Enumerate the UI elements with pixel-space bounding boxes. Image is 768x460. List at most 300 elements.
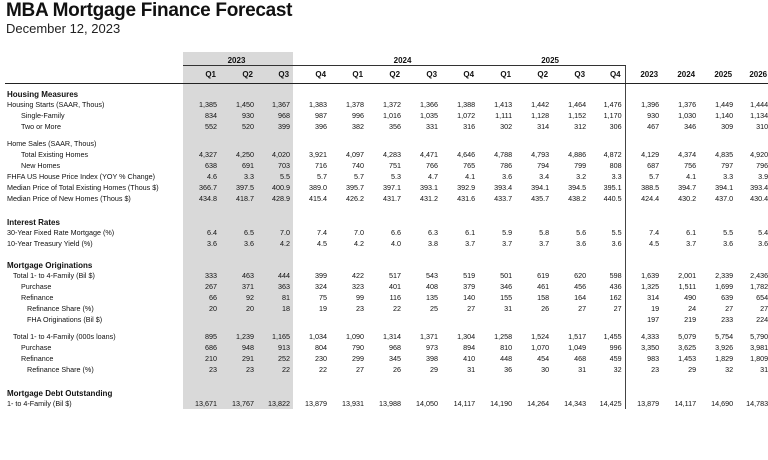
empty-cell xyxy=(589,383,625,398)
annual-value-cell: 5.7 xyxy=(649,172,660,181)
annual-value-cell: 13,879 xyxy=(637,399,660,408)
quarter-value-cell xyxy=(478,138,515,149)
quarter-value-cell: 164 xyxy=(574,293,587,302)
annual-value-cell: 4,333 xyxy=(641,332,660,341)
annual-value-cell: 4.1 xyxy=(686,172,697,181)
empty-cell xyxy=(257,383,293,398)
quarter-value-cell: 930 xyxy=(220,110,257,121)
annual-value-cell: 394.7 xyxy=(678,183,697,192)
empty-cell xyxy=(404,255,441,270)
quarter-value-cell: 75 xyxy=(319,293,328,302)
quarter-header: Q1 xyxy=(330,66,367,84)
quarter-value-cell: 620 xyxy=(574,271,587,280)
row-label: Refinance xyxy=(21,354,54,363)
row-label: Total Existing Homes xyxy=(21,150,89,159)
empty-cell xyxy=(220,383,257,398)
empty-cell xyxy=(478,375,515,383)
row-label: Two or More xyxy=(21,122,61,131)
quarter-value-cell: 20 xyxy=(183,303,220,314)
quarter-header: Q4 xyxy=(293,66,330,84)
row-label: Housing Starts (SAAR, Thous) xyxy=(7,100,105,109)
quarter-value-cell: 333 xyxy=(183,270,220,281)
annual-value-cell: 309 xyxy=(721,122,734,131)
empty-cell xyxy=(699,255,736,270)
section-heading: Housing Measures xyxy=(7,90,79,99)
table-row xyxy=(5,364,768,375)
quarter-value-cell: 1,383 xyxy=(309,100,328,109)
row-label: Total 1- to 4-Family (Bil $) xyxy=(13,271,95,280)
quarter-value-cell: 1,128 xyxy=(531,111,550,120)
annual-value-cell: 930 xyxy=(647,111,660,120)
empty-cell xyxy=(220,375,257,383)
quarter-value-cell: 4,327 xyxy=(183,149,220,160)
quarter-value-cell: 691 xyxy=(220,160,257,171)
empty-cell xyxy=(552,212,589,227)
quarter-value-cell: 26 xyxy=(393,365,402,374)
annual-value-cell: 31 xyxy=(760,365,768,374)
annual-value-cell: 224 xyxy=(756,315,768,324)
quarter-value-cell: 3.6 xyxy=(220,238,257,249)
quarter-value-cell: 3.3 xyxy=(220,171,257,182)
annual-value-cell: 23 xyxy=(651,365,660,374)
quarter-value-cell: 6.6 xyxy=(391,228,402,237)
quarter-value-cell: 29 xyxy=(430,365,439,374)
empty-cell xyxy=(404,204,441,212)
empty-cell xyxy=(478,383,515,398)
quarter-value-cell: 345 xyxy=(389,354,402,363)
empty-cell xyxy=(662,212,699,227)
quarter-header: Q1 xyxy=(183,66,220,84)
quarter-value-cell: 116 xyxy=(389,293,402,302)
quarter-value-cell: 27 xyxy=(578,304,587,313)
empty-cell xyxy=(662,255,699,270)
quarter-value-cell: 4,793 xyxy=(531,150,550,159)
quarter-value-cell: 36 xyxy=(504,365,513,374)
quarter-value-cell: 434.8 xyxy=(183,193,220,204)
quarter-value-cell: 428.9 xyxy=(257,193,293,204)
empty-cell xyxy=(183,375,220,383)
quarter-header: Q2 xyxy=(220,66,257,84)
quarter-value-cell: 1,524 xyxy=(531,332,550,341)
annual-value-cell: 393.4 xyxy=(750,183,768,192)
row-label: 30-Year Fixed Rate Mortgage (%) xyxy=(7,228,115,237)
quarter-value-cell: 81 xyxy=(257,292,293,303)
quarter-value-cell xyxy=(330,314,367,325)
quarter-value-cell: 440.5 xyxy=(589,193,625,204)
annual-value-cell: 32 xyxy=(725,365,734,374)
quarter-value-cell: 1,049 xyxy=(568,343,587,352)
annual-value-cell: 1,511 xyxy=(678,282,697,291)
quarter-value-cell: 3.7 xyxy=(465,239,476,248)
quarter-value-cell: 1,372 xyxy=(383,100,402,109)
annual-value-cell: 796 xyxy=(756,161,768,170)
empty-cell xyxy=(293,212,330,227)
quarter-value-cell: 4,097 xyxy=(346,150,365,159)
quarter-value-cell: 392.9 xyxy=(457,183,476,192)
table-row xyxy=(5,398,768,409)
quarter-value-cell: 19 xyxy=(319,304,328,313)
empty-cell xyxy=(589,204,625,212)
annual-value-cell: 1,453 xyxy=(678,354,697,363)
quarter-value-cell: 1,366 xyxy=(420,100,439,109)
quarter-value-cell: 382 xyxy=(352,122,365,131)
empty-cell xyxy=(515,375,552,383)
quarter-value-cell xyxy=(589,138,625,149)
quarter-value-cell: 4,872 xyxy=(589,149,625,160)
quarter-value-cell: 395.7 xyxy=(346,183,365,192)
empty-cell xyxy=(220,84,257,100)
quarter-value-cell: 394.5 xyxy=(568,183,587,192)
quarter-value-cell: 14,050 xyxy=(416,399,439,408)
quarter-value-cell: 1,413 xyxy=(494,100,513,109)
quarter-value-cell: 324 xyxy=(315,282,328,291)
table-row xyxy=(5,182,768,193)
quarter-value-cell: 799 xyxy=(574,161,587,170)
empty-cell xyxy=(699,204,736,212)
quarter-value-cell: 461 xyxy=(537,282,550,291)
annual-value-cell xyxy=(736,138,768,149)
empty-cell xyxy=(736,383,768,398)
quarter-value-cell: 5.6 xyxy=(576,228,587,237)
annual-value-cell: 3,926 xyxy=(715,343,734,352)
annual-value-cell: 1,444 xyxy=(750,100,768,109)
quarter-value-cell: 6.5 xyxy=(220,227,257,238)
quarter-value-cell: 1,304 xyxy=(457,332,476,341)
annual-value-cell: 5.4 xyxy=(758,228,768,237)
quarter-value-cell: 1,016 xyxy=(383,111,402,120)
quarter-value-cell: 913 xyxy=(257,342,293,353)
quarter-value-cell: 4.2 xyxy=(257,238,293,249)
quarter-value-cell: 22 xyxy=(393,304,402,313)
quarter-value-cell: 4.1 xyxy=(465,172,476,181)
table-row xyxy=(5,227,768,238)
quarter-value-cell: 331 xyxy=(426,122,439,131)
forecast-table xyxy=(5,52,768,409)
quarter-value-cell: 1,442 xyxy=(531,100,550,109)
quarter-value-cell: 1,314 xyxy=(383,332,402,341)
quarter-value-cell: 312 xyxy=(574,122,587,131)
empty-cell xyxy=(478,255,515,270)
annual-value-cell xyxy=(662,138,699,149)
row-label: Median Price of New Homes (Thous $) xyxy=(7,194,131,203)
quarter-value-cell: 22 xyxy=(257,364,293,375)
quarter-value-cell: 140 xyxy=(463,293,476,302)
quarter-value-cell: 431.7 xyxy=(383,194,402,203)
empty-cell xyxy=(441,383,478,398)
quarter-value-cell: 1,450 xyxy=(220,99,257,110)
quarter-value-cell xyxy=(367,314,404,325)
quarter-value-cell: 401 xyxy=(389,282,402,291)
quarter-value-cell: 14,343 xyxy=(564,399,587,408)
annual-value-cell: 687 xyxy=(647,161,660,170)
quarter-header: Q2 xyxy=(367,66,404,84)
quarter-value-cell: 433.7 xyxy=(494,194,513,203)
annual-value-cell: 1,376 xyxy=(678,100,697,109)
quarter-value-cell: 790 xyxy=(352,343,365,352)
annual-value-cell: 314 xyxy=(647,293,660,302)
table-body xyxy=(5,84,768,410)
quarter-value-cell: 323 xyxy=(352,282,365,291)
quarter-value-cell: 1,476 xyxy=(589,99,625,110)
quarter-value-cell: 13,879 xyxy=(305,399,328,408)
quarter-value-cell: 686 xyxy=(183,342,220,353)
annual-value-cell: 3,625 xyxy=(678,343,697,352)
quarter-value-cell: 252 xyxy=(257,353,293,364)
table-row xyxy=(5,292,768,303)
empty-cell xyxy=(662,204,699,212)
empty-cell xyxy=(478,204,515,212)
empty-cell xyxy=(5,375,183,383)
row-label: Median Price of Total Existing Homes (Thous $) xyxy=(7,183,159,192)
annual-value-cell: 3.7 xyxy=(686,239,697,248)
quarter-value-cell: 363 xyxy=(257,281,293,292)
annual-value-cell: 310 xyxy=(756,122,768,131)
quarter-value-cell: 389.0 xyxy=(309,183,328,192)
annual-value-cell: 756 xyxy=(684,161,697,170)
quarter-value-cell: 501 xyxy=(500,271,513,280)
row-label: Refinance Share (%) xyxy=(27,304,94,313)
annual-value-cell: 394.1 xyxy=(715,183,734,192)
quarter-value-cell: 30 xyxy=(541,365,550,374)
annual-value-cell: 5.5 xyxy=(723,228,734,237)
annual-value-cell: 1,134 xyxy=(750,111,768,120)
quarter-value-cell: 4,646 xyxy=(457,150,476,159)
quarter-value-cell: 4,471 xyxy=(420,150,439,159)
empty-cell xyxy=(625,375,662,383)
table-row xyxy=(5,149,768,160)
annual-value-cell: 424.4 xyxy=(641,194,660,203)
quarter-value-cell xyxy=(552,138,589,149)
quarter-value-cell xyxy=(515,138,552,149)
quarter-value-cell: 22 xyxy=(319,365,328,374)
empty-cell xyxy=(257,84,293,100)
empty-cell xyxy=(625,212,662,227)
quarter-value-cell: 808 xyxy=(589,160,625,171)
annual-value-cell: 388.5 xyxy=(641,183,660,192)
quarter-value-cell: 398 xyxy=(426,354,439,363)
quarter-value-cell: 638 xyxy=(183,160,220,171)
quarter-value-cell: 18 xyxy=(257,303,293,314)
quarter-value-cell: 4.7 xyxy=(428,172,439,181)
year-header-annual-blank xyxy=(625,52,768,66)
quarter-value-cell: 3.6 xyxy=(576,239,587,248)
quarter-value-cell: 346 xyxy=(500,282,513,291)
quarter-value-cell: 4.0 xyxy=(391,239,402,248)
quarter-value-cell: 1,152 xyxy=(568,111,587,120)
quarter-value-cell: 415.4 xyxy=(309,194,328,203)
quarter-value-cell: 5.9 xyxy=(502,228,513,237)
table-row xyxy=(5,121,768,132)
table-row xyxy=(5,303,768,314)
empty-cell xyxy=(293,204,330,212)
quarter-value-cell: 7.0 xyxy=(354,228,365,237)
quarter-value-cell: 894 xyxy=(463,343,476,352)
year-header-2023: 2023 xyxy=(183,52,293,66)
quarter-value-cell: 454 xyxy=(537,354,550,363)
empty-cell xyxy=(515,255,552,270)
annual-value-cell: 654 xyxy=(756,293,768,302)
quarter-value-cell: 3.4 xyxy=(539,172,550,181)
annual-value-cell: 1,449 xyxy=(715,100,734,109)
page-title: MBA Mortgage Finance Forecast xyxy=(6,0,293,21)
empty-cell xyxy=(736,255,768,270)
spacer-row xyxy=(5,204,768,212)
annual-value-cell: 27 xyxy=(725,304,734,313)
quarter-value-cell: 448 xyxy=(500,354,513,363)
annual-value-cell: 1,396 xyxy=(641,100,660,109)
table-row xyxy=(5,171,768,182)
row-label: Refinance xyxy=(21,293,54,302)
quarter-value-cell: 99 xyxy=(356,293,365,302)
annual-value-cell: 29 xyxy=(688,365,697,374)
quarter-value-cell: 4.2 xyxy=(354,239,365,248)
empty-cell xyxy=(552,383,589,398)
annual-year-header: 2025 xyxy=(699,66,736,84)
quarter-value-cell: 463 xyxy=(220,270,257,281)
quarter-value-cell: 4,886 xyxy=(568,150,587,159)
table-row xyxy=(5,331,768,342)
quarter-value-cell: 3.6 xyxy=(502,172,513,181)
annual-value-cell: 2,339 xyxy=(715,271,734,280)
empty-cell xyxy=(257,255,293,270)
quarter-value-cell xyxy=(552,314,589,325)
empty-cell xyxy=(257,204,293,212)
quarter-value-cell: 27 xyxy=(589,303,625,314)
quarter-value-cell: 996 xyxy=(352,111,365,120)
section-heading: Interest Rates xyxy=(7,218,60,227)
quarter-value-cell: 1,070 xyxy=(531,343,550,352)
empty-cell xyxy=(220,255,257,270)
quarter-value-cell xyxy=(257,138,293,149)
row-label: Single-Family xyxy=(21,111,65,120)
quarter-value-cell: 158 xyxy=(537,293,550,302)
quarter-value-cell: 6.4 xyxy=(183,227,220,238)
quarter-value-cell xyxy=(330,138,367,149)
empty-cell xyxy=(736,84,768,100)
annual-year-header: 2024 xyxy=(662,66,699,84)
quarter-value-cell: 394.1 xyxy=(531,183,550,192)
quarter-value-cell: 1,371 xyxy=(420,332,439,341)
quarter-value-cell: 14,117 xyxy=(453,399,476,408)
table-row xyxy=(5,160,768,171)
empty-cell xyxy=(183,383,220,398)
annual-value-cell: 4,374 xyxy=(678,150,697,159)
row-label: Home Sales (SAAR, Thous) xyxy=(7,139,97,148)
quarter-value-cell: 5.8 xyxy=(539,228,550,237)
quarter-value-cell: 299 xyxy=(352,354,365,363)
quarter-value-cell: 552 xyxy=(183,121,220,132)
quarter-value-cell xyxy=(183,314,220,325)
quarter-value-cell: 32 xyxy=(589,364,625,375)
empty-cell xyxy=(699,383,736,398)
quarter-value-cell xyxy=(441,314,478,325)
table-row xyxy=(5,99,768,110)
quarter-value-cell: 371 xyxy=(220,281,257,292)
quarter-value-cell: 4.5 xyxy=(317,239,328,248)
empty-cell xyxy=(552,375,589,383)
section-header-row xyxy=(5,255,768,270)
quarter-value-cell: 393.1 xyxy=(420,183,439,192)
empty-cell xyxy=(589,255,625,270)
quarter-value-cell: 418.7 xyxy=(220,193,257,204)
quarter-value-cell: 135 xyxy=(426,293,439,302)
empty-cell xyxy=(552,255,589,270)
annual-value-cell: 14,783 xyxy=(746,399,768,408)
annual-value-cell xyxy=(625,138,662,149)
quarter-value-cell: 1,072 xyxy=(457,111,476,120)
quarter-value-cell: 14,264 xyxy=(527,399,550,408)
empty-cell xyxy=(552,84,589,100)
quarter-value-cell: 5.5 xyxy=(257,171,293,182)
quarter-header: Q3 xyxy=(257,66,293,84)
quarter-value-cell xyxy=(589,314,625,325)
quarter-value-cell: 379 xyxy=(463,282,476,291)
quarter-value-cell: 66 xyxy=(183,292,220,303)
quarter-value-cell: 4,250 xyxy=(220,149,257,160)
quarter-value-cell: 395.1 xyxy=(589,182,625,193)
section-heading: Mortgage Debt Outstanding xyxy=(7,389,113,398)
annual-value-cell: 437.0 xyxy=(715,194,734,203)
quarter-header: Q3 xyxy=(552,66,589,84)
quarter-value-cell: 519 xyxy=(463,271,476,280)
annual-value-cell: 2,001 xyxy=(678,271,697,280)
annual-value-cell: 5,079 xyxy=(678,332,697,341)
empty-cell xyxy=(330,204,367,212)
table-row xyxy=(5,281,768,292)
empty-cell xyxy=(515,383,552,398)
annual-value-cell: 4.5 xyxy=(649,239,660,248)
empty-cell xyxy=(404,84,441,100)
quarter-value-cell: 397.1 xyxy=(383,183,402,192)
quarter-value-cell: 1,090 xyxy=(346,332,365,341)
annual-value-cell: 7.4 xyxy=(649,228,660,237)
empty-cell xyxy=(293,383,330,398)
annual-value-cell: 1,325 xyxy=(641,282,660,291)
quarter-value-cell: 267 xyxy=(183,281,220,292)
table-row xyxy=(5,353,768,364)
annual-value-cell: 797 xyxy=(721,161,734,170)
quarter-value-cell xyxy=(441,138,478,149)
quarter-value-cell: 1,455 xyxy=(589,331,625,342)
quarter-value-cell: 517 xyxy=(389,271,402,280)
quarter-value-cell xyxy=(293,138,330,149)
quarter-value-cell xyxy=(478,314,515,325)
year-header-2025: 2025 xyxy=(478,52,625,66)
quarter-value-cell: 314 xyxy=(537,122,550,131)
empty-cell xyxy=(367,204,404,212)
row-label: 1- to 4-Family (Bil $) xyxy=(7,399,72,408)
quarter-value-cell: 436 xyxy=(589,281,625,292)
quarter-value-cell: 1,239 xyxy=(220,331,257,342)
empty-cell xyxy=(293,375,330,383)
quarter-value-cell: 520 xyxy=(220,121,257,132)
empty-cell xyxy=(625,204,662,212)
quarter-value-cell: 396 xyxy=(315,122,328,131)
header-label-blank xyxy=(5,66,183,84)
annual-value-cell: 19 xyxy=(651,304,660,313)
quarter-value-cell: 3.8 xyxy=(428,239,439,248)
table-row xyxy=(5,138,768,149)
annual-value-cell: 4,835 xyxy=(715,150,734,159)
quarter-value-cell: 291 xyxy=(220,353,257,364)
empty-cell xyxy=(552,204,589,212)
empty-cell xyxy=(589,84,625,100)
quarter-value-cell: 1,034 xyxy=(309,332,328,341)
annual-value-cell: 3.3 xyxy=(723,172,734,181)
quarter-value-cell: 598 xyxy=(589,270,625,281)
empty-cell xyxy=(330,383,367,398)
quarter-value-cell: 6.1 xyxy=(465,228,476,237)
